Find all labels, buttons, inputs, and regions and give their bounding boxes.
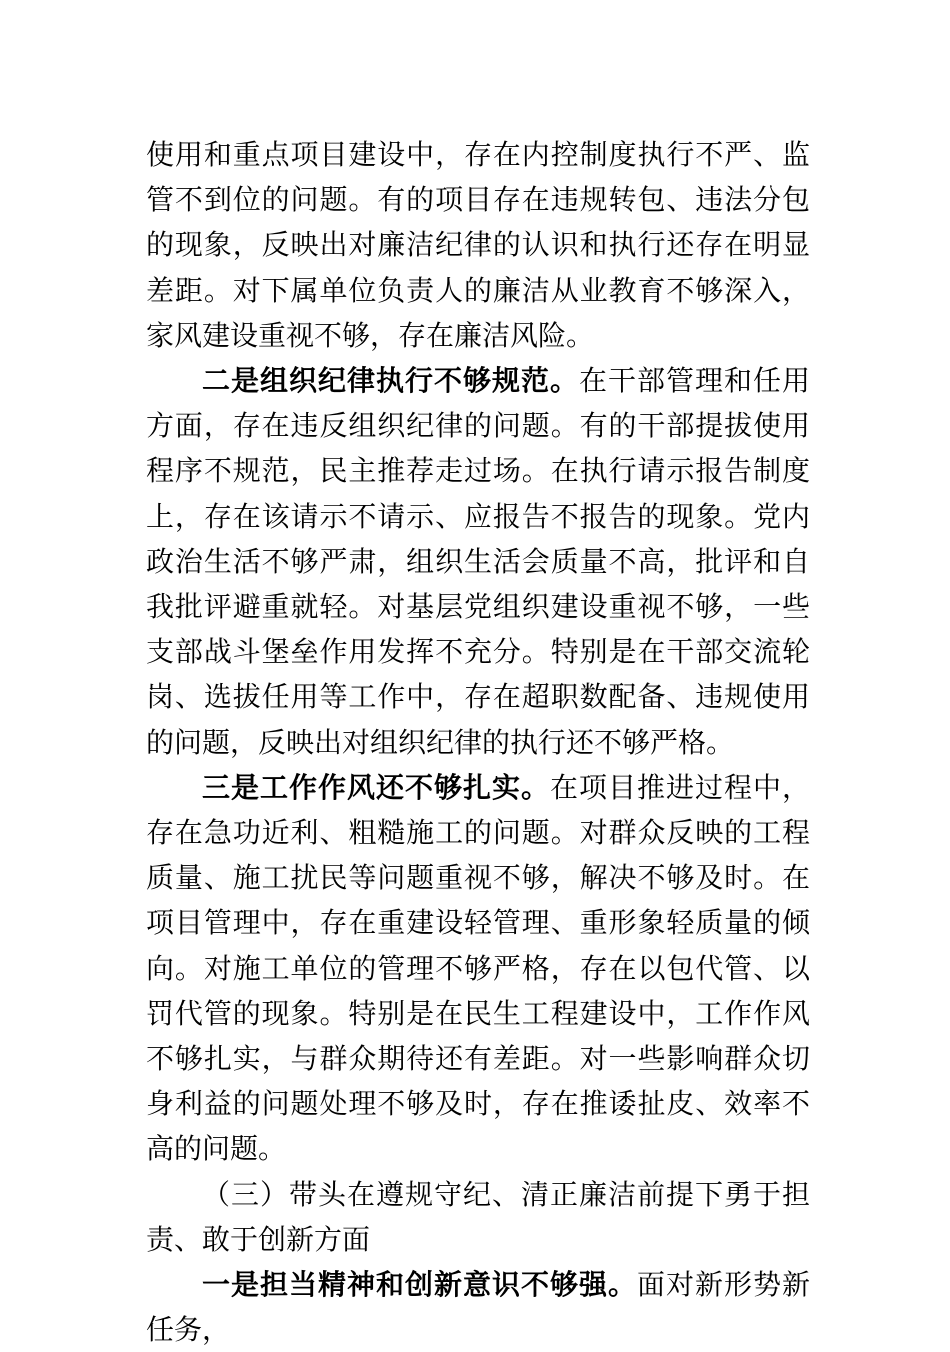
paragraph-text: 面对新形势新任务，: [146, 1268, 810, 1347]
paragraph-work-style: [146, 765, 810, 1172]
paragraph-text: 使用和重点项目建设中，存在内控制度执行不严、监管不到位的问题。有的项目存在违规转包、违法分包的现象，反映出对廉洁纪律的认识和执行还存在明显差距。对下属单位负责人的廉洁从业教育不够深入，家风建设重视不够，存在廉洁风险。: [146, 138, 810, 352]
paragraph-lead-bold: 三是工作作风还不够扎实。: [202, 770, 550, 804]
paragraph-text: 在干部管理和任用方面，存在违反组织纪律的问题。有的干部提拔使用程序不规范，民主推荐走过场。在执行请示报告制度上，存在该请示不请示、应报告不报告的现象。党内政治生活不够严肃，组织生活会质量不高，批评和自我批评避重就轻。对基层党组织建设重视不够，一些支部战斗堡垒作用发挥不充分。特别是在干部交流轮岗、选拔任用等工作中，存在超职数配备、违规使用的问题，反映出对组织纪律的执行还不够严格。: [146, 364, 810, 759]
paragraph-organizational-discipline: [146, 358, 810, 765]
section-heading-text: （三）带头在遵规守纪、清正廉洁前提下勇于担责、敢于创新方面: [146, 1177, 810, 1256]
paragraph-innovation: [146, 1262, 810, 1352]
paragraph-lead-bold: 一是担当精神和创新意识不够强。: [202, 1268, 637, 1302]
paragraph-text: 在项目推进过程中，存在急功近利、粗糙施工的问题。对群众反映的工程质量、施工扰民等问题重视不够，解决不够及时。在项目管理中，存在重建设轻管理、重形象轻质量的倾向。对施工单位的管理不够严格，存在以包代管、以罚代管的现象。特别是在民生工程建设中，工作作风不够扎实，与群众期待还有差距。对一些影响群众切身利益的问题处理不够及时，存在推诿扯皮、效率不高的问题。: [146, 770, 810, 1166]
paragraph-lead-bold: 二是组织纪律执行不够规范。: [202, 364, 579, 398]
paragraph-continuation: [146, 132, 810, 358]
section-heading-3: [146, 1172, 810, 1262]
document-body: [146, 132, 810, 1352]
